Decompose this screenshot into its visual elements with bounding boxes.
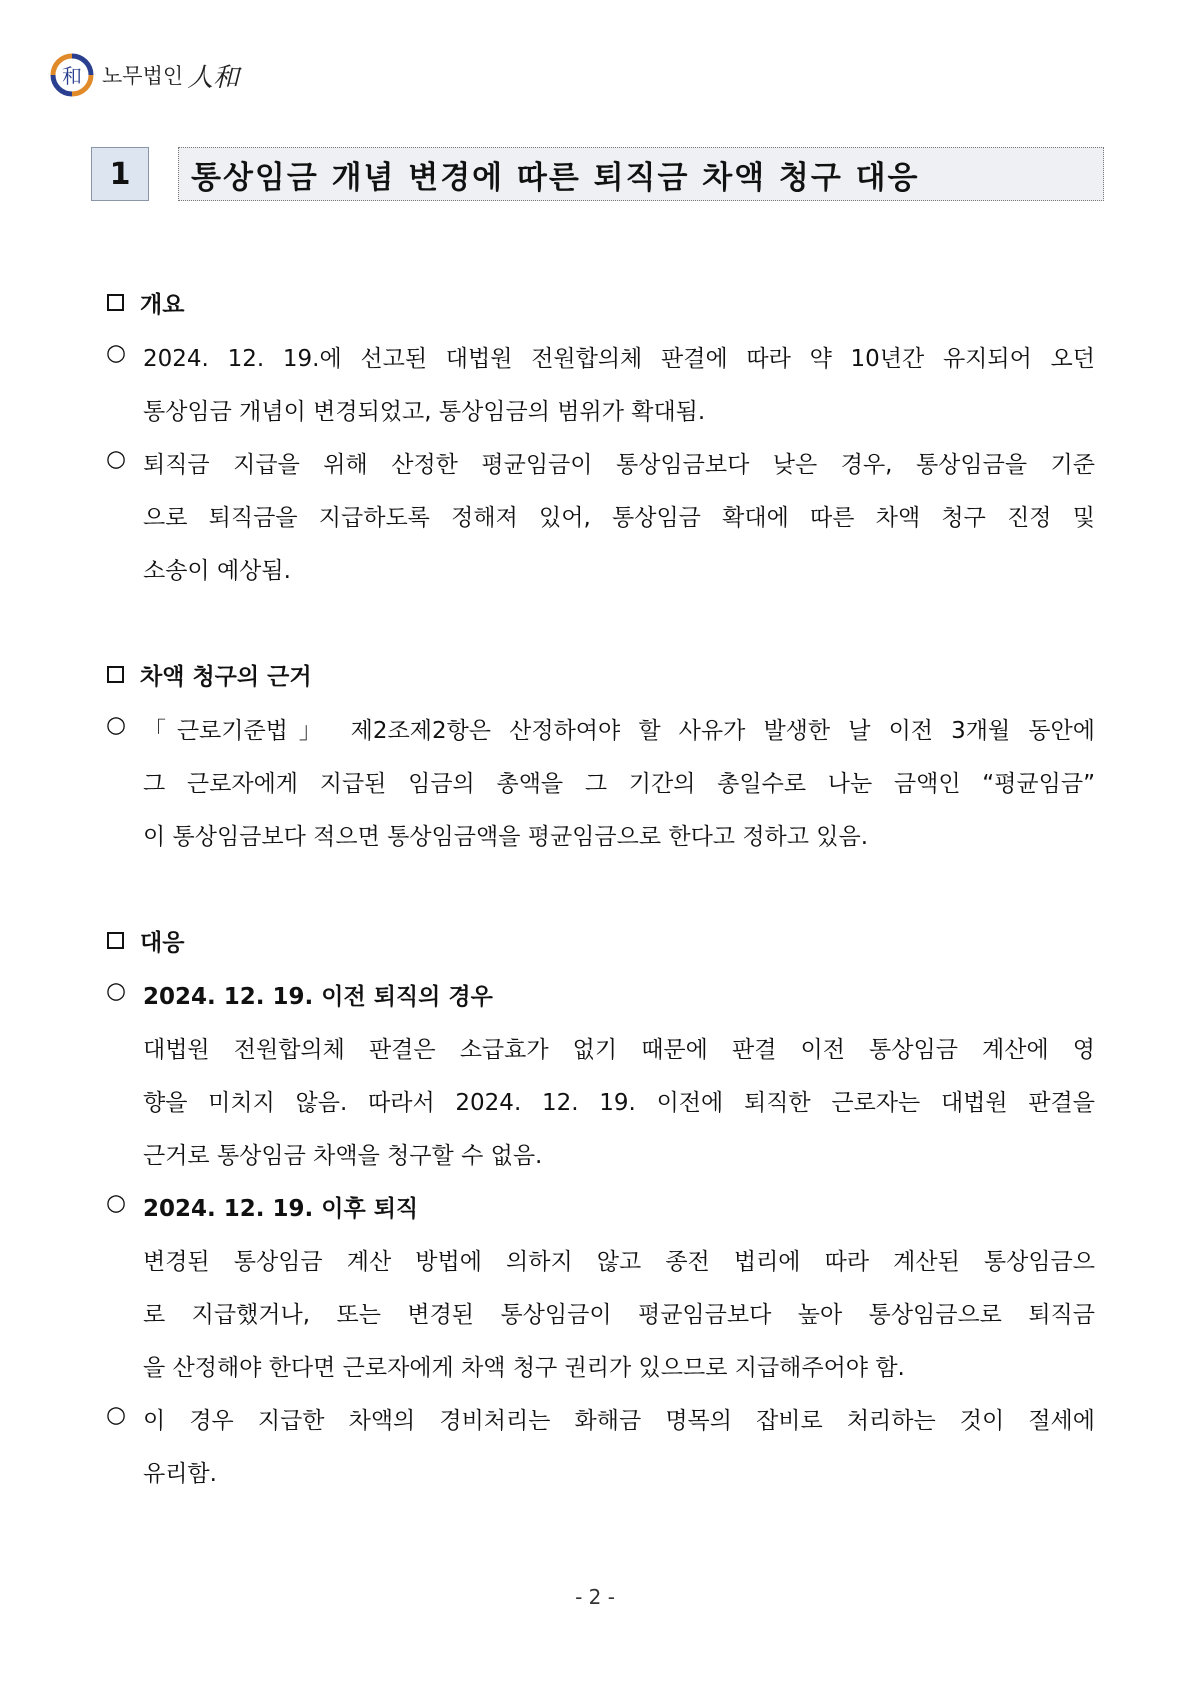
body-line: 유리함.	[143, 1461, 217, 1487]
body-line: 이 경우 지급한 차액의 경비처리는 화해금 명목의 잡비로 처리하는 것이 절세에	[143, 1408, 1095, 1434]
svg-text:和: 和	[62, 64, 82, 88]
sub-heading: 2024. 12. 19. 이후 퇴직	[143, 1196, 419, 1222]
circle-bullet-icon: ○	[106, 978, 127, 1004]
brand-hanja: 人和	[187, 62, 240, 93]
body-line: 「근로기준법」 제2조제2항은 산정하여야 할 사유가 발생한 날 이전 3개월 동안에	[143, 718, 1095, 744]
body-line: 그 근로자에게 지급된 임금의 총액을 그 기간의 총일수로 나눈 금액인 “평균임금”	[143, 771, 1095, 797]
section-heading-overview	[107, 286, 184, 319]
circle-bullet-icon: ○	[106, 1190, 127, 1216]
body-line: 대법원 전원합의체 판결은 소급효가 없기 때문에 판결 이전 통상임금 계산에 영	[143, 1037, 1095, 1063]
body-line: 통상임금 개념이 변경되었고, 통상임금의 범위가 확대됨.	[143, 399, 706, 425]
header	[50, 50, 239, 100]
circle-bullet-icon: ○	[106, 712, 127, 738]
brand-name: 노무법인	[102, 64, 184, 88]
page-number: - 2 -	[575, 1585, 615, 1609]
section-heading-basis	[107, 658, 312, 691]
company-logo	[50, 53, 94, 97]
body-line: 2024. 12. 19.에 선고된 대법원 전원합의체 판결에 따라 약 10년간 유지되어 오던	[143, 346, 1095, 372]
circle-bullet-icon: ○	[106, 1402, 127, 1428]
section-heading-text: 차액 청구의 근거	[140, 664, 312, 690]
section-heading-text: 대응	[140, 930, 185, 956]
square-bullet-icon	[107, 666, 124, 683]
body-line: 변경된 통상임금 계산 방법에 의하지 않고 종전 법리에 따라 계산된 통상임금으	[143, 1249, 1095, 1275]
page-title: 통상임금 개념 변경에 따른 퇴직금 차액 청구 대응	[178, 147, 1104, 201]
body-line: 로 지급했거나, 또는 변경된 통상임금이 평균임금보다 높아 통상임금으로 퇴직금	[143, 1302, 1095, 1328]
square-bullet-icon	[107, 932, 124, 949]
square-bullet-icon	[107, 294, 124, 311]
body-line: 퇴직금 지급을 위해 산정한 평균임금이 통상임금보다 낮은 경우, 통상임금을 기준	[143, 452, 1095, 478]
circle-bullet-icon: ○	[106, 446, 127, 472]
sub-heading: 2024. 12. 19. 이전 퇴직의 경우	[143, 984, 493, 1010]
body-line: 향을 미치지 않음. 따라서 2024. 12. 19. 이전에 퇴직한 근로자는 대법원 판결을	[143, 1090, 1095, 1116]
circle-bullet-icon: ○	[106, 340, 127, 366]
body-line: 이 통상임금보다 적으면 통상임금액을 평균임금으로 한다고 정하고 있음.	[143, 824, 869, 850]
body-line: 소송이 예상됨.	[143, 558, 291, 584]
section-heading-response	[107, 924, 184, 957]
section-number: 1	[91, 147, 149, 201]
body-line: 을 산정해야 한다면 근로자에게 차액 청구 권리가 있으므로 지급해주어야 함.	[143, 1355, 905, 1381]
body-line: 으로 퇴직금을 지급하도록 정해져 있어, 통상임금 확대에 따른 차액 청구 진정 및	[143, 505, 1095, 531]
section-heading-text: 개요	[140, 292, 185, 318]
body-line: 근거로 통상임금 차액을 청구할 수 없음.	[143, 1143, 543, 1169]
